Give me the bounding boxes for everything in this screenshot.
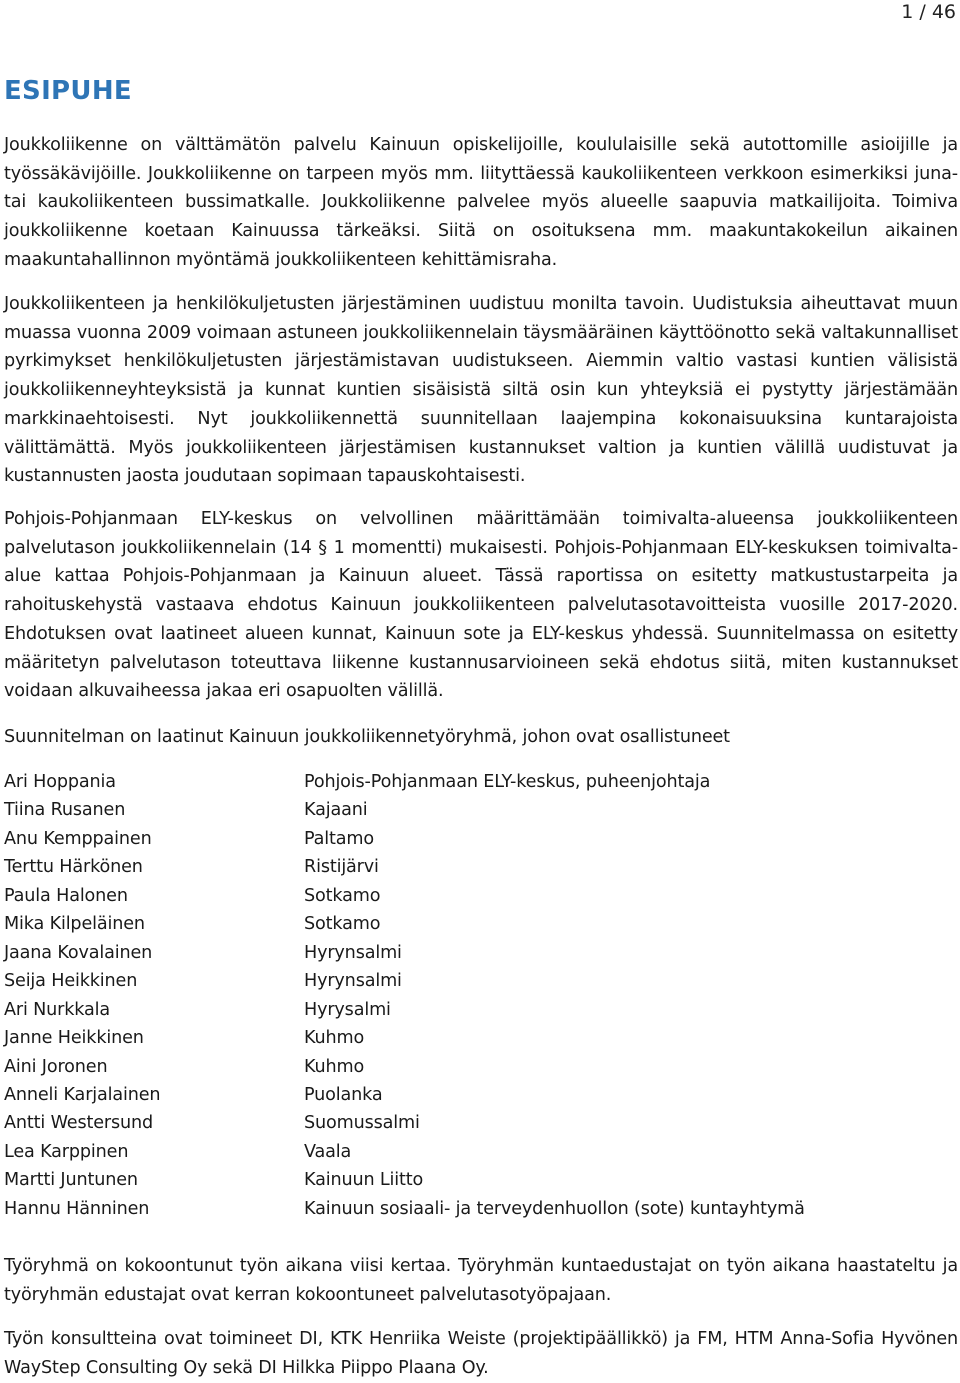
member-row bbox=[4, 1081, 958, 1109]
member-name: Terttu Härkönen bbox=[4, 857, 143, 878]
member-organization: Kuhmo bbox=[304, 1056, 365, 1077]
member-name: Janne Heikkinen bbox=[4, 1028, 144, 1049]
ely-paragraph: Pohjois-Pohjanmaan ELY-keskus on velvollinen määrittämään toimivalta-alueensa joukkoliikenteen palvelutason joukkoliikennelain (14 § 1 momentti) mukaisesti. Pohjois-Pohjanmaan ELY-keskuksen toimivalta-alue kattaa Pohjois-Pohjanmaan ja Kainuun alueet. Tässä raportissa on esitetty matkustustarpeita ja rahoituskehystä vastaava ehdotus Kainuun joukkoliikenteen palvelutasotavoitteista vuosille 2017-2020. Ehdotuksen ovat laatineet alueen kunnat, Kainuun sote ja ELY-keskus yhdessä. Suunnitelmassa on esitetty määritetyn palvelutason toteuttava liikenne kustannusarvioineen sekä ehdotus siitä, miten kustannukset voidaan alkuvaiheessa jakaa eri osapuolten välillä. bbox=[4, 509, 958, 702]
member-row bbox=[4, 1166, 958, 1194]
member-row bbox=[4, 882, 958, 910]
member-organization: Kainuun Liitto bbox=[304, 1170, 424, 1191]
member-organization: Pohjois-Pohjanmaan ELY-keskus, puheenjohtaja bbox=[304, 772, 711, 792]
consultants-paragraph: Työn konsultteina ovat toimineet DI, KTK Henriika Weiste (projektipäällikkö) ja FM, HTM Anna-Sofia Hyvönen WayStep Consulting Oy sekä DI Hilkka Piippo Plaana Oy. bbox=[4, 1329, 958, 1378]
member-row bbox=[4, 1195, 958, 1223]
member-row bbox=[4, 1109, 958, 1137]
page-number: 1 / 46 bbox=[901, 1, 956, 23]
member-organization: Sotkamo bbox=[304, 914, 381, 935]
workgroup-intro-paragraph: Suunnitelman on laatinut Kainuun joukkoliikennetyöryhmä, johon ovat osallistuneet bbox=[4, 727, 730, 747]
member-name: Ari Hoppania bbox=[4, 772, 116, 792]
member-name: Mika Kilpeläinen bbox=[4, 914, 145, 935]
member-name: Lea Karppinen bbox=[4, 1141, 129, 1162]
member-organization: Hyrynsalmi bbox=[304, 971, 402, 992]
member-organization: Kuhmo bbox=[304, 1028, 365, 1049]
member-row bbox=[4, 1024, 958, 1052]
member-row bbox=[4, 939, 958, 967]
member-name: Hannu Hänninen bbox=[4, 1198, 150, 1219]
intro-paragraph: Joukkoliikenne on välttämätön palvelu Kainuun opiskelijoille, koululaisille sekä autottomille asioijille ja työssäkävijöille. Joukkoliikenne on tarpeen myös mm. liityttäessä kaukoliikenteen verkkoon esimerkiksi juna- tai kaukoliikenteen bussimatkalle. Joukkoliikenne palvelee myös alueelle saapuvia matkailijoita. Toimiva joukkoliikenne koetaan Kainuussa tärkeäksi. Siitä on osoituksena mm. maakuntakokeilun aikainen maakuntahallinnon myöntämä joukkoliikenteen kehittämisraha. bbox=[4, 135, 958, 270]
member-organization: Hyrynsalmi bbox=[304, 942, 402, 963]
member-organization: Paltamo bbox=[304, 828, 375, 849]
member-row bbox=[4, 910, 958, 938]
member-name: Anneli Karjalainen bbox=[4, 1084, 161, 1105]
member-organization: Vaala bbox=[304, 1141, 352, 1162]
member-row bbox=[4, 853, 958, 881]
member-row bbox=[4, 796, 958, 824]
member-organization: Puolanka bbox=[304, 1084, 383, 1105]
member-row bbox=[4, 996, 958, 1024]
member-row bbox=[4, 1053, 958, 1081]
member-name: Paula Halonen bbox=[4, 885, 128, 906]
member-organization: Ristijärvi bbox=[304, 857, 379, 878]
meetings-paragraph: Työryhmä on kokoontunut työn aikana viisi kertaa. Työryhmän kuntaedustajat on työn aikana haastateltu ja työryhmän edustajat ovat kerran kokoontuneet palvelutasotyöpajaan. bbox=[4, 1256, 958, 1305]
member-row bbox=[4, 1138, 958, 1166]
member-organization: Suomussalmi bbox=[304, 1113, 420, 1134]
member-organization: Kainuun sosiaali- ja terveydenhuollon (sote) kuntayhtymä bbox=[304, 1198, 805, 1219]
member-name: Antti Westersund bbox=[4, 1113, 154, 1134]
workgroup-member-list bbox=[4, 768, 958, 1223]
member-name: Martti Juntunen bbox=[4, 1170, 138, 1191]
member-organization: Hyrysalmi bbox=[304, 999, 391, 1020]
member-row bbox=[4, 768, 958, 796]
member-name: Seija Heikkinen bbox=[4, 971, 138, 992]
member-organization: Kajaani bbox=[304, 800, 368, 821]
member-name: Tiina Rusanen bbox=[4, 800, 126, 821]
reform-paragraph: Joukkoliikenteen ja henkilökuljetusten järjestäminen uudistuu monilta tavoin. Uudistuksia aiheuttavat muun muassa vuonna 2009 voimaan astuneen joukkoliikennelain täysmääräinen käyttöönotto sekä valtakunnalliset pyrkimykset henkilökuljetusten järjestämistavan uudistukseen. Aiemmin valtio vastasi kuntien välisistä joukkoliikenneyhteyksistä ja kunnat kuntien sisäisistä siltä osin kun yhteyksiä ei pystytty järjestämään markkinaehtoisesti. Nyt joukkoliikennettä suunnitellaan laajempina kokonaisuuksina kuntarajoista välittämättä. Myös joukkoliikenteen järjestämisen kustannukset valtion ja kuntien välillä uudistuvat ja kustannusten jaosta joudutaan sopimaan tapauskohtaisesti. bbox=[4, 294, 958, 487]
member-row bbox=[4, 967, 958, 995]
member-name: Ari Nurkkala bbox=[4, 999, 111, 1020]
member-name: Jaana Kovalainen bbox=[4, 942, 153, 963]
member-row bbox=[4, 825, 958, 853]
section-heading: ESIPUHE bbox=[4, 76, 132, 106]
member-organization: Sotkamo bbox=[304, 885, 381, 906]
member-name: Anu Kemppainen bbox=[4, 828, 152, 849]
member-name: Aini Joronen bbox=[4, 1056, 108, 1077]
